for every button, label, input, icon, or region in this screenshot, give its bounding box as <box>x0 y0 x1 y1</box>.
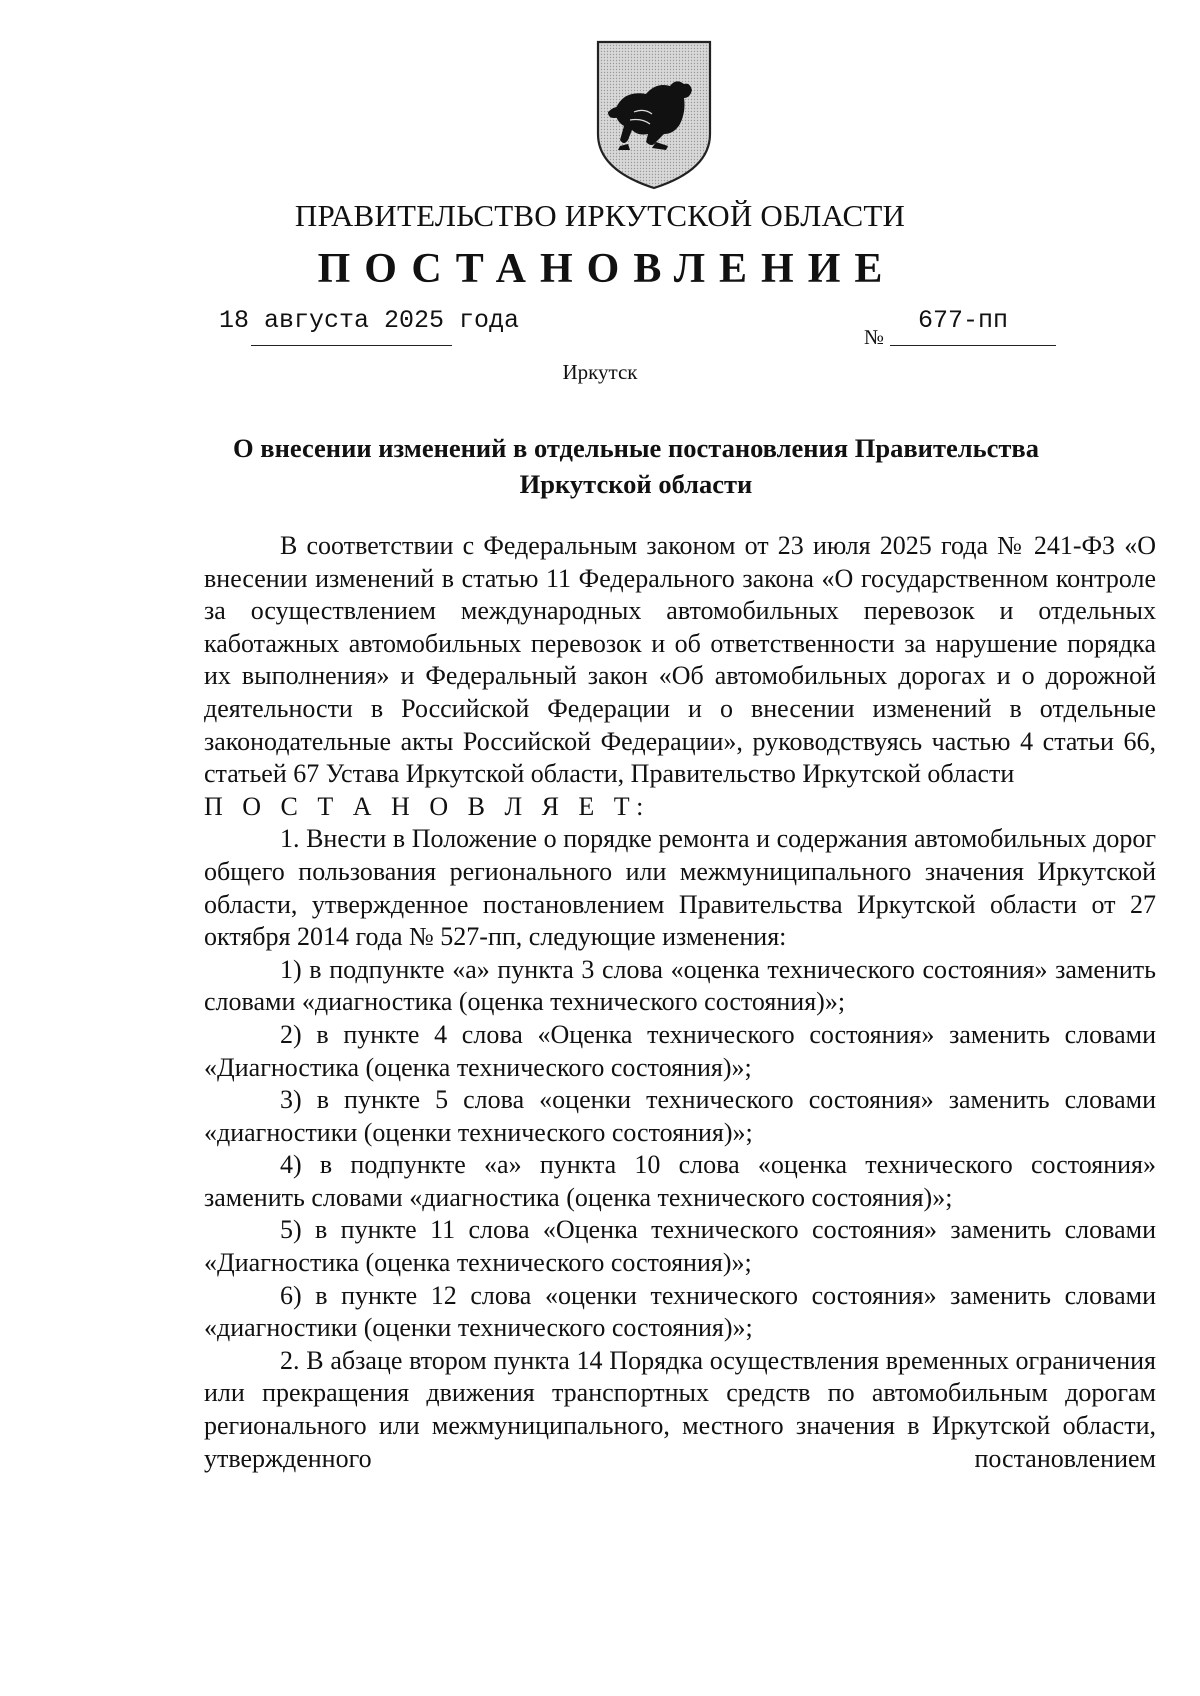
number-underline <box>890 345 1056 346</box>
subitem-4: 4) в подпункте «а» пункта 10 слова «оценка технического состояния» заменить словами «диагностика (оценка технического состояния)»; <box>204 1150 1156 1212</box>
subitem-3: 3) в пункте 5 слова «оценки технического состояния» заменить словами «диагностики (оценки технического состояния)»; <box>204 1085 1156 1147</box>
document-number: 677-пп <box>918 306 1009 335</box>
subitem-1: 1) в подпункте «а» пункта 3 слова «оценка технического состояния» заменить словами «диагностика (оценка технического состояния)»; <box>204 954 1156 1017</box>
item-1-paragraph: 1. Внести в Положение о порядке ремонта и содержания автомобильных дорог общего пользования регионального или межмуниципального значения Иркутской области, утвержденное постановлением Правительства Иркутской области от 27 октября 2014 года № 527-пп, следующие изменения: <box>204 824 1156 952</box>
organization-name: ПРАВИТЕЛЬСТВО ИРКУТСКОЙ ОБЛАСТИ <box>294 198 906 233</box>
subitem-5: 5) в пункте 11 слова «Оценка технического состояния» заменить словами «Диагностика (оценка технического состояния)»; <box>204 1215 1156 1278</box>
document-type: ПОСТАНОВЛЕНИЕ <box>317 246 897 292</box>
subitem-6: 6) в пункте 12 слова «оценки технического состояния» заменить словами «диагностики (оценки технического состояния)»; <box>204 1280 1156 1343</box>
document-date: 18 августа 2025 года <box>219 306 520 335</box>
title-line-1: О внесении изменений в отдельные постановления Правительства <box>233 433 1039 463</box>
city-name: Иркутск <box>562 360 638 384</box>
date-underline <box>251 345 452 346</box>
preamble-paragraph: В соответствии с Федеральным законом от 23 июля 2025 года № 241-ФЗ «О внесении изменений в статью 11 Федерального закона «О государственном контроле за осуществлением международных автомобильных перевозок и отдельных каботажных автомобильных перевозок и об ответственности за нарушение порядка их выполнения» и Федеральный закон «Об автомобильных дорогах и о дорожной деятельности в Российской Федерации и о внесении изменений в отдельные законодательные акты Российской Федерации», руководствуясь частью 4 статьи 66, статьей 67 Устава Иркутской области, Правительство Иркутской области <box>204 531 1156 789</box>
decree-word: П О С Т А Н О В Л Я Е Т: <box>204 791 650 821</box>
item-2-paragraph: 2. В абзаце втором пункта 14 Порядка осуществления временных ограничения или прекращения движения транспортных средств по автомобильным дорогам регионального или межмуниципального, местного значения в Иркутской области, утвержденного постановлением <box>204 1345 1156 1473</box>
number-sign: № <box>864 325 885 349</box>
title-line-2: Иркутской области <box>519 469 753 499</box>
document-title <box>200 430 1072 502</box>
subitem-2: 2) в пункте 4 слова «Оценка технического состояния» заменить словами «Диагностика (оценка технического состояния)»; <box>204 1019 1156 1082</box>
document-body <box>204 530 1156 1475</box>
coat-of-arms-icon <box>594 38 714 192</box>
